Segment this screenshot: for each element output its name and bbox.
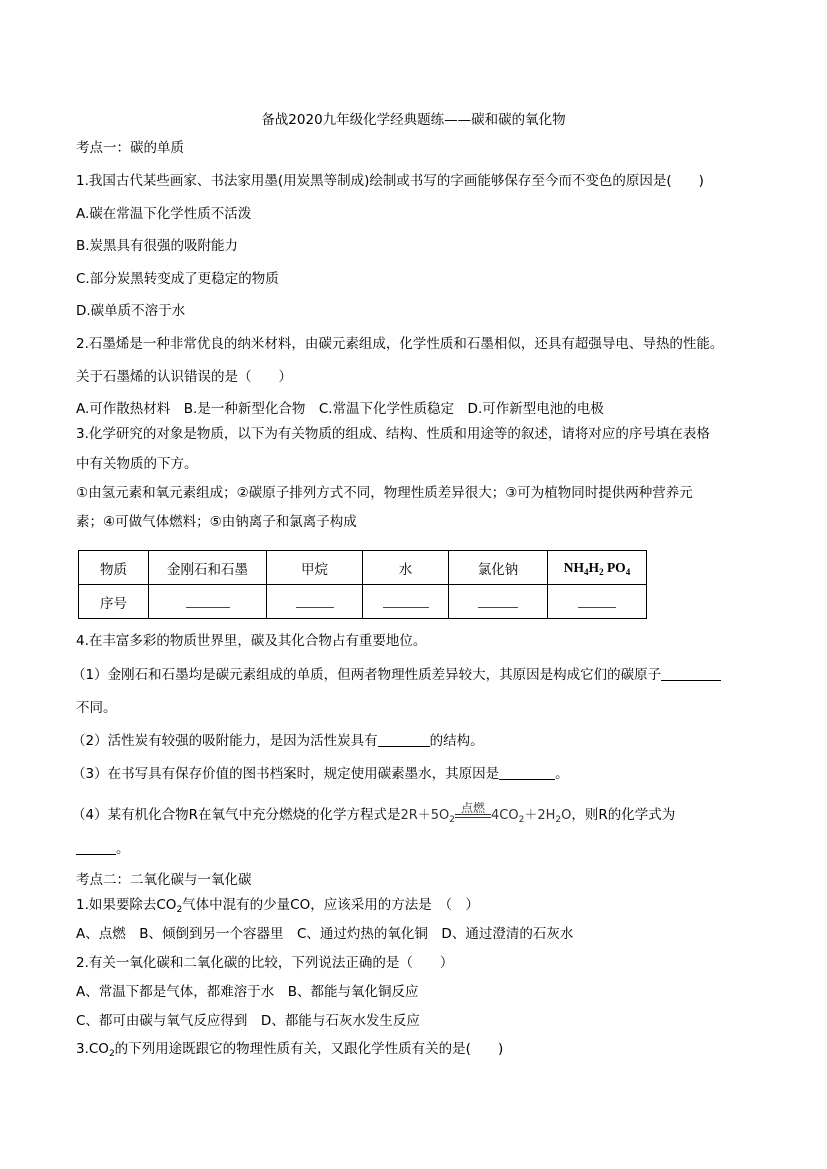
page-title: 备战2020九年级化学经典题练——碳和碳的氧化物 (261, 112, 566, 128)
answer-blank[interactable] (661, 666, 721, 681)
q3-items-line1: ①由氢元素和氧元素组成；②碳原子排列方式不同，物理性质差异很大；③可为植物同时提供两种营养元 (76, 485, 693, 501)
s2-q2-stem: 2.有关一氧化碳和二氧化碳的比较，下列说法正确的是（ ） (76, 955, 454, 971)
answer-blank[interactable] (267, 585, 363, 619)
q1-option-d: D.碳单质不溶于水 (76, 303, 186, 319)
answer-blank[interactable] (149, 585, 267, 619)
table-cell-row-label: 序号 (79, 585, 149, 619)
table-header-row (79, 551, 647, 585)
q1-stem: 1.我国古代某些画家、书法家用墨(用炭黑等制成)绘制或书写的字画能够保存至今而不变色的原因是( ) (76, 173, 704, 189)
table-cell-formula: $NH_4H_2$ $PO_4$ (548, 551, 647, 585)
q4-part1: （1）金刚石和石墨均是碳元素组成的单质，但两者物理性质差异较大，其原因是构成它们的碳原子 (72, 666, 721, 684)
substance-table (78, 550, 647, 619)
reaction-arrow: 点燃 (455, 813, 491, 818)
table-cell-substance: 水 (363, 551, 449, 585)
answer-blank[interactable] (363, 585, 449, 619)
q2-stem-line2: 关于石墨烯的认识错误的是（ ） (76, 369, 292, 385)
q4-part2: （2）活性炭有较强的吸附能力，是因为活性炭具有 的结构。 (72, 733, 484, 749)
q3-items-line2: 素；④可做气体燃料；⑤由钠离子和氯离子构成 (76, 514, 357, 530)
table-cell-substance: 甲烷 (267, 551, 363, 585)
answer-blank[interactable] (499, 765, 555, 780)
answer-blank[interactable] (548, 585, 647, 619)
chemical-equation: $2R+5O_2$ 点燃 $4CO_2+2H_2O$ (400, 801, 572, 825)
q4-part4-cont: 。 (76, 840, 130, 858)
table-answer-row (79, 585, 647, 619)
q4-part1-cont: 不同。 (76, 700, 117, 716)
s2-q2-options-line2: C、都可由碳与氧气反应得到 D、都能与石灰水发生反应 (76, 1013, 420, 1029)
table-cell-header-label: 物质 (79, 551, 149, 585)
section2-heading: 考点二：二氧化碳与一氧化碳 (76, 872, 252, 888)
s2-q1-stem: 1.如果要除去$CO_2$气体中混有的少量CO，应该采用的方法是 （ ） (76, 897, 479, 915)
q2-stem-line1: 2.石墨烯是一种非常优良的纳米材料，由碳元素组成，化学性质和石墨相似，还具有超强导电、导热的性能。 (76, 336, 724, 352)
q2-options: A.可作散热材料 B.是一种新型化合物 C.常温下化学性质稳定 D.可作新型电池的电极 (76, 401, 604, 417)
q3-stem-line2: 中有关物质的下方。 (76, 456, 198, 472)
q1-option-a: A.碳在常温下化学性质不活泼 (76, 206, 252, 222)
q4-part4: （4）某有机化合物R在氧气中充分燃烧的化学方程式是$2R+5O_2$ 点燃 $4CO_2+2H_2O$，则R的化学式为 (72, 801, 676, 825)
section1-heading: 考点一：碳的单质 (76, 140, 184, 156)
s2-q3-stem: $3.CO_2$的下列用途既跟它的物理性质有关，又跟化学性质有关的是( ) (76, 1041, 504, 1059)
answer-blank[interactable] (378, 732, 430, 747)
q1-option-c: C.部分炭黑转变成了更稳定的物质 (76, 271, 279, 287)
s2-q1-options: A、点燃 B、倾倒到另一个容器里 C、通过灼热的氧化铜 D、通过澄清的石灰水 (76, 926, 574, 942)
answer-blank[interactable] (76, 840, 116, 855)
s2-q2-options-line1: A、常温下都是气体，都难溶于水 B、都能与氧化铜反应 (76, 984, 419, 1000)
q1-option-b: B.炭黑具有很强的吸附能力 (76, 238, 239, 254)
table-cell-substance: 氯化钠 (449, 551, 548, 585)
q4-stem: 4.在丰富多彩的物质世界里，碳及其化合物占有重要地位。 (76, 633, 427, 649)
answer-blank[interactable] (449, 585, 548, 619)
table-cell-substance: 金刚石和石墨 (149, 551, 267, 585)
q3-stem-line1: 3.化学研究的对象是物质，以下为有关物质的组成、结构、性质和用途等的叙述，请将对应的序号填在表格 (76, 426, 710, 442)
q4-part3: （3）在书写具有保存价值的图书档案时，规定使用碳素墨水，其原因是 。 (72, 766, 569, 782)
